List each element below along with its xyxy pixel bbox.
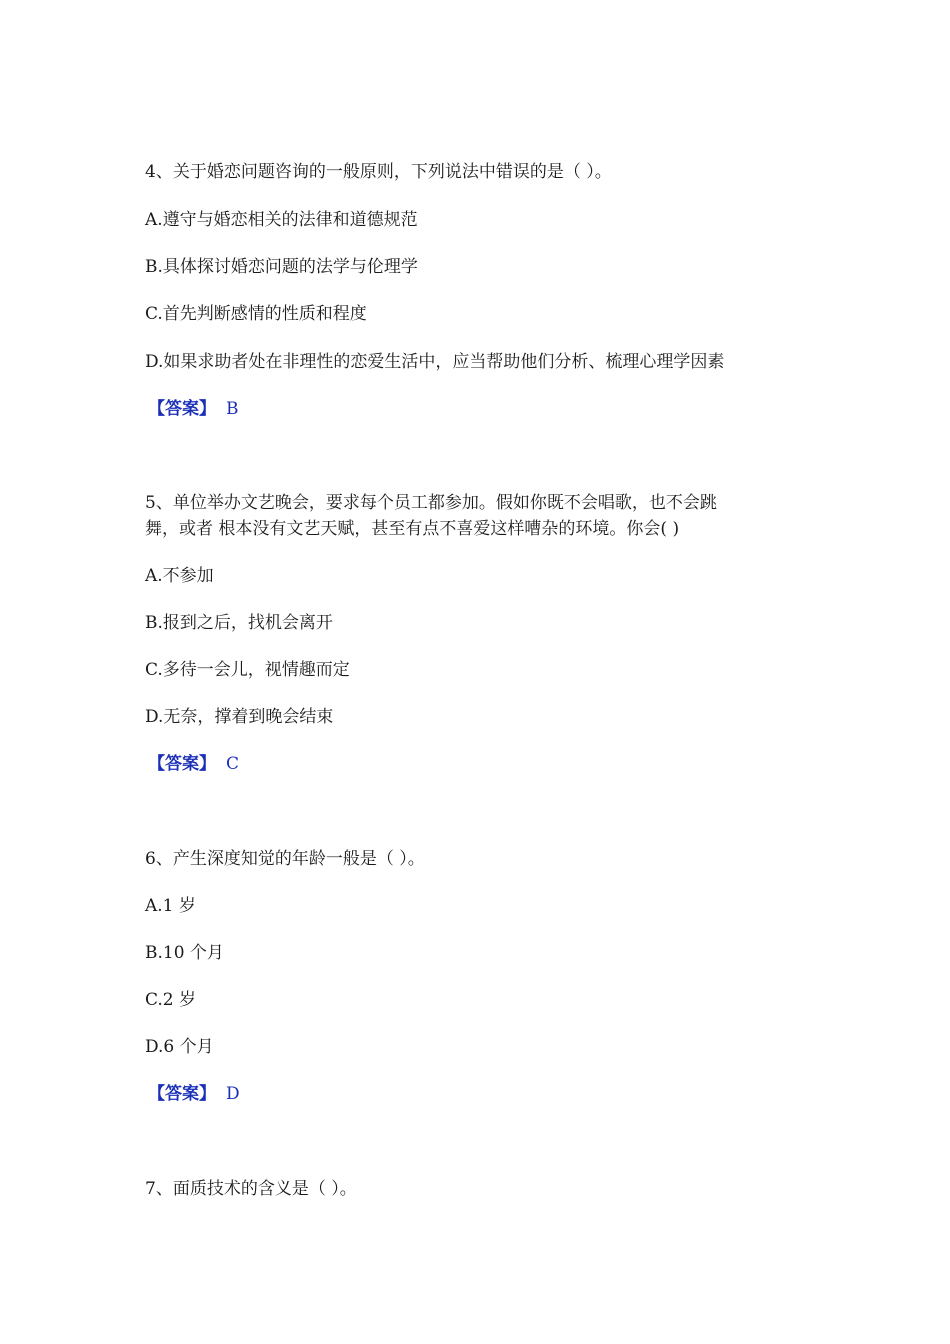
- question-4-answer: [148, 397, 239, 421]
- question-6-option-a: A.1 岁: [145, 896, 196, 916]
- question-5-option-d: D.无奈，撑着到晚会结束: [145, 707, 334, 727]
- question-7-stem: 7、面质技术的含义是（ ）。: [145, 1179, 357, 1199]
- question-4-option-c: C.首先判断感情的性质和程度: [145, 304, 367, 324]
- question-5-stem-line-2: 舞，或者 根本没有文艺天赋，甚至有点不喜爱这样嘈杂的环境。你会( ): [145, 519, 680, 539]
- answer-tag: 【答案】: [148, 1084, 216, 1104]
- question-6-stem: 6、产生深度知觉的年龄一般是（ ）。: [145, 849, 425, 869]
- question-5-option-a: A.不参加: [145, 566, 214, 586]
- question-6-option-b: B.10 个月: [145, 943, 224, 963]
- answer-tag: 【答案】: [148, 399, 216, 419]
- answer-tag: 【答案】: [148, 754, 216, 774]
- question-5-answer: [148, 752, 239, 776]
- question-5-option-c: C.多待一会儿，视情趣而定: [145, 660, 350, 680]
- question-4-stem: 4、关于婚恋问题咨询的一般原则，下列说法中错误的是（ ）。: [145, 162, 612, 182]
- question-5-stem-line-1: 5、单位举办文艺晚会，要求每个员工都参加。假如你既不会唱歌，也不会跳: [145, 493, 717, 513]
- question-4-option-d: D.如果求助者处在非理性的恋爱生活中，应当帮助他们分析、梳理心理学因素: [145, 352, 725, 372]
- question-6-option-c: C.2 岁: [145, 990, 197, 1010]
- answer-value: B: [226, 399, 239, 419]
- answer-value: C: [226, 754, 240, 774]
- question-5-option-b: B.报到之后，找机会离开: [145, 613, 333, 633]
- question-4-option-a: A.遵守与婚恋相关的法律和道德规范: [145, 210, 418, 230]
- question-6-option-d: D.6 个月: [145, 1037, 214, 1057]
- question-4-option-b: B.具体探讨婚恋问题的法学与伦理学: [145, 257, 418, 277]
- question-6-answer: [148, 1082, 240, 1106]
- answer-value: D: [226, 1084, 240, 1104]
